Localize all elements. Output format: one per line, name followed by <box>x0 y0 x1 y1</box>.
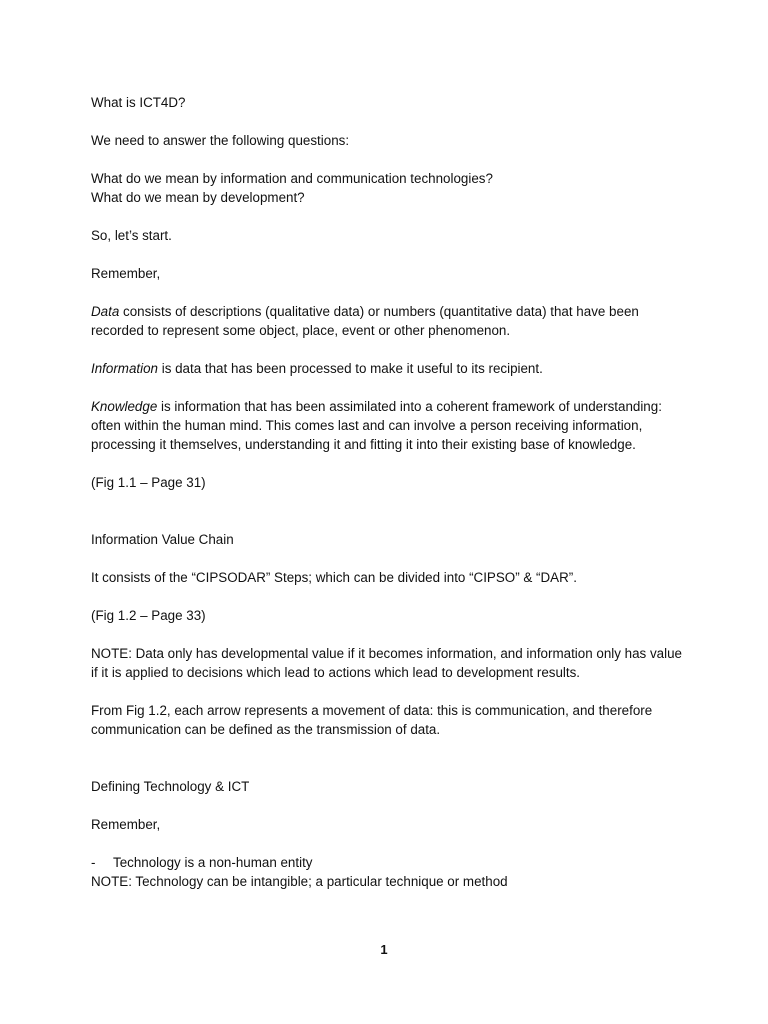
knowledge-definition <box>91 397 691 454</box>
question-1: What do we mean by information and communication technologies? <box>91 171 493 186</box>
intro-text: We need to answer the following questions: <box>91 133 350 148</box>
information-term: Information <box>91 361 158 376</box>
start-text: So, let’s start. <box>91 228 172 243</box>
data-definition <box>91 302 691 340</box>
question-2: What do we mean by development? <box>91 190 305 205</box>
knowledge-definition-text: is information that has been assimilated into a coherent framework of understanding: often within the human mind. This comes last and can involve a person receiving information, processing it themselves, understanding it and fitting it into their existing base of knowledge. <box>91 399 662 452</box>
knowledge-term: Knowledge <box>91 399 158 414</box>
information-definition-text: is data that has been processed to make it useful to its recipient. <box>158 361 543 376</box>
note-technology: NOTE: Technology can be intangible; a particular technique or method <box>91 874 508 889</box>
bullet-item <box>91 853 691 872</box>
data-definition-text: consists of descriptions (qualitative data) or numbers (quantitative data) that have been recorded to represent some object, place, event or other phenomenon. <box>91 304 639 338</box>
remember-text-2: Remember, <box>91 817 161 832</box>
remember-text-1: Remember, <box>91 266 161 281</box>
technology-heading: Defining Technology & ICT <box>91 779 250 794</box>
information-definition <box>91 359 691 378</box>
cipsodar-text: It consists of the “CIPSODAR” Steps; which can be divided into “CIPSO” & “DAR”. <box>91 570 577 585</box>
fig-2-reference: (Fig 1.2 – Page 33) <box>91 608 206 623</box>
doc-title: What is ICT4D? <box>91 95 186 110</box>
document-body <box>91 93 691 891</box>
bullet-text: Technology is a non-human entity <box>113 855 313 870</box>
data-term: Data <box>91 304 120 319</box>
dash-marker: - <box>91 855 96 870</box>
fig-1-reference: (Fig 1.1 – Page 31) <box>91 475 206 490</box>
page-number: 1 <box>380 942 388 957</box>
ivc-heading: Information Value Chain <box>91 532 234 547</box>
from-fig-text: From Fig 1.2, each arrow represents a movement of data: this is communication, and therefore communication can be defined as the transmission of data. <box>91 703 653 737</box>
note-data-value: NOTE: Data only has developmental value if it becomes information, and information only has value if it is applied to decisions which lead to actions which lead to development results. <box>91 646 682 680</box>
